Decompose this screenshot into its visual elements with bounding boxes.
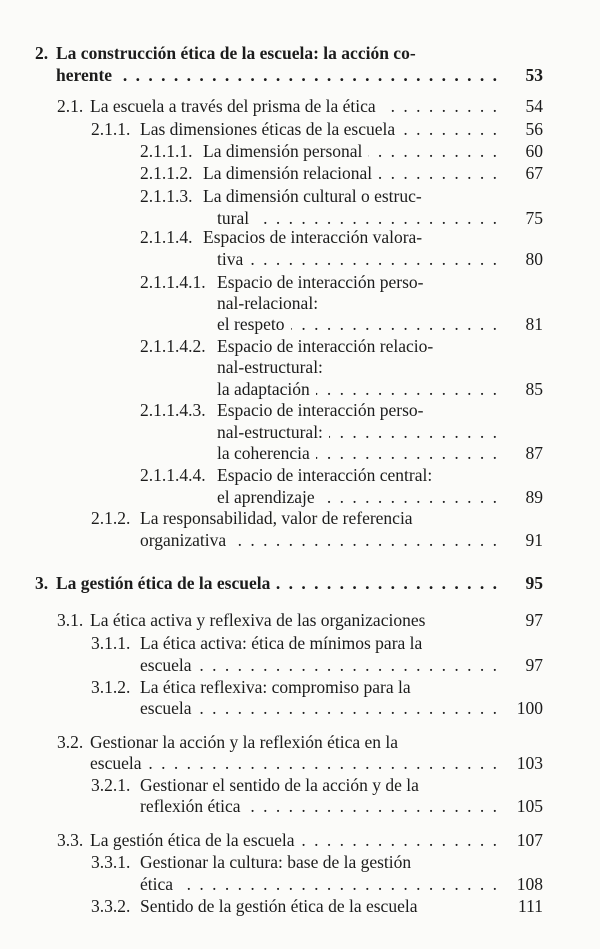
toc-entry-title: La responsabilidad, valor de referencia [140, 508, 413, 528]
toc-entry [0, 731, 600, 753]
toc-entry-title: La gestión ética de la escuela [90, 830, 295, 850]
toc-entry [0, 654, 600, 676]
toc-entry-number: 3.1.1. [91, 633, 131, 653]
toc-entry-title: Gestionar el sentido de la acción y de la [140, 775, 419, 795]
toc-entry [0, 676, 600, 698]
dot-leader [321, 486, 497, 508]
toc-entry-number: 2.1.1.2. [140, 163, 193, 183]
toc-entry [0, 226, 600, 248]
toc-entry [0, 42, 600, 64]
toc-entry-number: 2.1.1.1. [140, 141, 193, 161]
dot-leader [247, 795, 497, 817]
toc-entry-title: Gestionar la acción y la reflexión ética en la [90, 732, 399, 752]
toc-entry-title: escuela [140, 655, 192, 675]
toc-entry [0, 399, 600, 421]
toc-entry-page: 95 [525, 573, 543, 593]
toc-entry-title: La escuela a través del prisma de la ética [90, 96, 376, 116]
toc-entry-number: 2.1.1.4. [140, 227, 193, 247]
toc-entry-page: 108 [516, 874, 543, 894]
toc-entry [0, 335, 600, 357]
toc-entry [0, 873, 600, 895]
toc-entry-page: 103 [516, 753, 543, 773]
toc-entry-page: 89 [525, 487, 543, 507]
toc-entry-number: 2.1.2. [91, 508, 131, 528]
toc-entry-title: Espacio de interacción central: [217, 465, 433, 485]
toc-entry [0, 752, 600, 774]
toc-entry [0, 486, 600, 508]
toc-entry-title: ética [140, 874, 174, 894]
toc-entry-title: La dimensión personal [203, 141, 363, 161]
toc-entry-number: 3.2. [57, 732, 84, 752]
toc-entry-number: 3.3.1. [91, 852, 131, 872]
toc-entry [0, 356, 600, 378]
dot-leader [329, 421, 497, 443]
toc-entry-title: reflexión ética [140, 796, 241, 816]
toc-entry-page: 75 [525, 208, 543, 228]
toc-entry-number: 3.1.2. [91, 677, 131, 697]
toc-entry [0, 632, 600, 654]
toc-entry [0, 851, 600, 873]
toc-entry-page: 54 [525, 96, 543, 116]
toc-entry [0, 795, 600, 817]
toc-entry-number: 2.1.1.4.1. [140, 272, 206, 292]
toc-entry [0, 313, 600, 335]
dot-leader [179, 873, 497, 895]
dot-leader [301, 829, 497, 851]
dot-leader [118, 64, 497, 86]
toc-entry [0, 292, 600, 314]
toc-entry-page: 105 [516, 796, 543, 816]
toc-entry-title: organizativa [140, 530, 227, 550]
toc-entry-title: nal-estructural: [217, 357, 323, 377]
toc-entry-page: 100 [516, 698, 543, 718]
toc-entry [0, 697, 600, 719]
dot-leader [316, 378, 497, 400]
toc-entry-page: 85 [525, 379, 543, 399]
toc-entry-page: 97 [525, 655, 543, 675]
toc-entry-title: tiva [217, 249, 244, 269]
dot-leader [232, 529, 497, 551]
toc-entry-number: 3.3.2. [91, 896, 131, 916]
dot-leader [198, 697, 497, 719]
toc-entry-title: La gestión ética de la escuela [56, 573, 271, 593]
toc-entry-title: Espacios de interacción valora- [203, 227, 423, 247]
toc-entry [0, 609, 600, 631]
toc-entry-title: nal-relacional: [217, 293, 319, 313]
toc-entry-page: 53 [525, 65, 543, 85]
toc-entry-title: herente [56, 65, 113, 85]
toc-entry [0, 95, 600, 117]
toc-entry-title: La ética activa: ética de mínimos para la [140, 633, 423, 653]
toc-entry-title: Espacio de interacción perso- [217, 272, 424, 292]
toc-entry-page: 107 [516, 830, 543, 850]
toc-entry [0, 572, 600, 594]
toc-entry-title: tural [217, 208, 250, 228]
toc-entry [0, 774, 600, 796]
toc-entry [0, 895, 600, 917]
toc-entry [0, 507, 600, 529]
toc-entry-page: 56 [525, 119, 543, 139]
toc-entry [0, 118, 600, 140]
toc-entry-title: Las dimensiones éticas de la escuela [140, 119, 396, 139]
toc-entry-title: Sentido de la gestión ética de la escuela [140, 896, 418, 916]
toc-entry-title: escuela [140, 698, 192, 718]
toc-entry [0, 378, 600, 400]
toc-entry-number: 2.1.1.4.4. [140, 465, 206, 485]
toc-entry-number: 2.1.1.4.3. [140, 400, 206, 420]
toc-entry [0, 248, 600, 270]
toc-entry-title: nal-estructural: [217, 422, 323, 442]
toc-entry-page: 111 [518, 896, 543, 916]
toc-entry [0, 421, 600, 443]
toc-entry-page: 91 [525, 530, 543, 550]
toc-entry-title: el aprendizaje [217, 487, 315, 507]
toc-entry-number: 3.1. [57, 610, 84, 630]
dot-leader [148, 752, 497, 774]
toc-entry-title: La ética reflexiva: compromiso para la [140, 677, 411, 697]
toc-entry-page: 80 [525, 249, 543, 269]
toc-entry [0, 464, 600, 486]
toc-entry-page: 87 [525, 443, 543, 463]
toc-entry [0, 271, 600, 293]
dot-leader [276, 572, 497, 594]
dot-leader [382, 95, 497, 117]
toc-entry-title: el respeto [217, 314, 285, 334]
toc-entry-page: 97 [525, 610, 543, 630]
toc-entry-number: 3.3. [57, 830, 84, 850]
toc-entry [0, 829, 600, 851]
dot-leader [378, 162, 497, 184]
toc-entry-title: La dimensión cultural o estruc- [203, 186, 422, 206]
toc-entry-title: Espacio de interacción perso- [217, 400, 424, 420]
toc-entry-number: 2.1. [57, 96, 84, 116]
toc-entry-title: Gestionar la cultura: base de la gestión [140, 852, 412, 872]
toc-entry-title: escuela [90, 753, 142, 773]
toc-entry-number: 2.1.1.4.2. [140, 336, 206, 356]
toc-entry-title: Espacio de interacción relacio- [217, 336, 434, 356]
dot-leader [401, 118, 497, 140]
dot-leader [368, 140, 497, 162]
dot-leader [291, 313, 497, 335]
toc-entry-title: la coherencia [217, 443, 310, 463]
dot-leader [198, 654, 497, 676]
toc-entry-title: la adaptación [217, 379, 310, 399]
toc-entry [0, 185, 600, 207]
toc-entry [0, 140, 600, 162]
toc-entry-number: 3. [35, 573, 49, 593]
toc-entry [0, 64, 600, 86]
toc-entry-page: 67 [525, 163, 543, 183]
dot-leader [249, 248, 497, 270]
toc-entry-page: 81 [525, 314, 543, 334]
toc-entry [0, 442, 600, 464]
toc-entry [0, 162, 600, 184]
toc-entry-number: 2. [35, 43, 49, 63]
toc-entry-title: La ética activa y reflexiva de las organizaciones [90, 610, 426, 630]
toc-entry-number: 2.1.1.3. [140, 186, 193, 206]
toc-entry [0, 529, 600, 551]
dot-leader [316, 442, 497, 464]
toc-entry-title: La dimensión relacional [203, 163, 373, 183]
toc-entry-number: 2.1.1. [91, 119, 131, 139]
toc-entry-title: La construcción ética de la escuela: la acción co- [56, 43, 416, 63]
toc-entry-page: 60 [525, 141, 543, 161]
toc-entry-number: 3.2.1. [91, 775, 131, 795]
